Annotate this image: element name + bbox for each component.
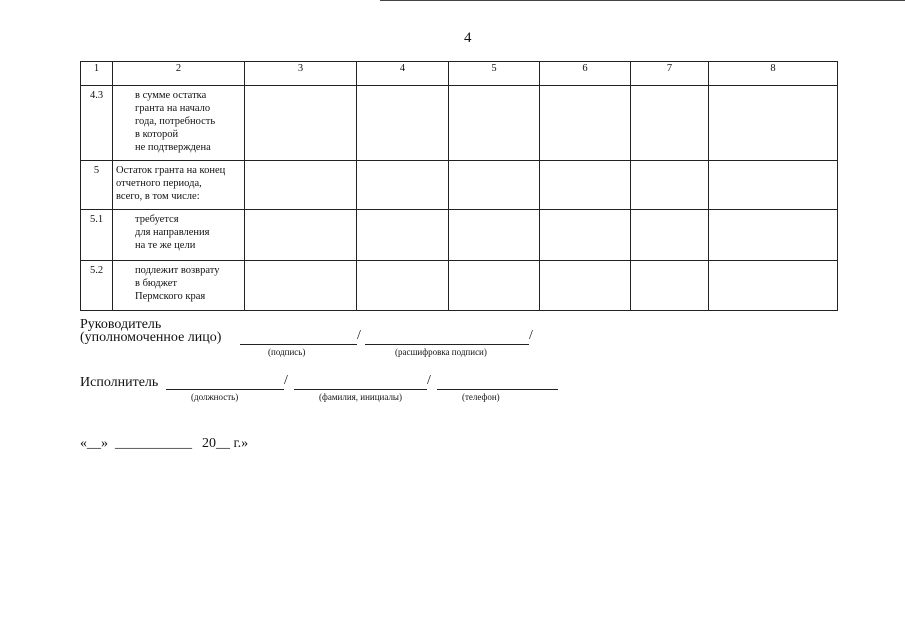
table-cell <box>449 161 540 210</box>
date-month-blank: ___________ <box>115 436 192 451</box>
executor-caption-phone: (телефон) <box>462 392 500 402</box>
executor-caption-name: (фамилия, инициалы) <box>319 392 402 402</box>
row-label-line: подлежит возврату <box>135 265 220 276</box>
head-caption-decode: (расшифровка подписи) <box>395 347 487 357</box>
table-cell <box>449 261 540 311</box>
row-label-line: не подтверждена <box>135 142 211 153</box>
table-cell <box>540 161 631 210</box>
column-header: 2 <box>113 62 245 86</box>
row-label <box>113 261 245 311</box>
table-cell <box>709 86 838 161</box>
table-cell <box>709 261 838 311</box>
row-label-line: для направления <box>135 227 210 238</box>
table-cell <box>357 261 449 311</box>
table-cell <box>357 210 449 261</box>
table-row <box>81 86 838 161</box>
row-number: 5 <box>81 161 113 210</box>
head-signature-field[interactable] <box>240 344 357 345</box>
date-day: «__» <box>80 436 108 451</box>
row-number: 5.1 <box>81 210 113 261</box>
row-label-line: Остаток гранта на конец <box>116 165 226 176</box>
row-label-line: в которой <box>135 129 179 140</box>
row-label-line: в бюджет <box>135 278 177 289</box>
head-name-decode-field[interactable] <box>365 344 529 345</box>
table-cell <box>540 261 631 311</box>
table-cell <box>631 261 709 311</box>
head-label: Руководитель <box>80 317 162 332</box>
table-cell <box>540 210 631 261</box>
row-label-line: в сумме остатка <box>135 90 207 101</box>
column-header: 7 <box>631 62 709 86</box>
table-cell <box>245 210 357 261</box>
row-label-line: на те же цели <box>135 240 196 251</box>
row-label-line: гранта на начало <box>135 103 211 114</box>
table-cell <box>357 86 449 161</box>
table-cell <box>357 161 449 210</box>
row-label-line: года, потребность <box>135 116 216 127</box>
head-separator: / <box>357 328 361 343</box>
column-header: 4 <box>357 62 449 86</box>
table-header-row <box>81 62 838 86</box>
column-header: 5 <box>449 62 540 86</box>
row-label <box>113 161 245 210</box>
table-cell <box>709 161 838 210</box>
column-header: 8 <box>709 62 838 86</box>
column-header: 3 <box>245 62 357 86</box>
table-cell <box>245 86 357 161</box>
date-year: 20__ г.» <box>202 436 249 451</box>
column-header: 1 <box>81 62 113 86</box>
executor-phone-field[interactable] <box>437 389 558 390</box>
table-cell <box>245 161 357 210</box>
column-header: 6 <box>540 62 631 86</box>
row-label <box>113 210 245 261</box>
row-number: 5.2 <box>81 261 113 311</box>
executor-separator: / <box>284 373 288 388</box>
top-edge-line <box>380 0 905 1</box>
executor-position-field[interactable] <box>166 389 284 390</box>
table-cell <box>245 261 357 311</box>
table-row <box>81 210 838 261</box>
row-label-line: всего, в том числе: <box>116 191 200 202</box>
executor-caption-position: (должность) <box>191 392 239 402</box>
table-cell <box>540 86 631 161</box>
executor-separator: / <box>427 373 431 388</box>
table-cell <box>449 210 540 261</box>
head-caption-signature: (подпись) <box>268 347 306 357</box>
table-row <box>81 161 838 210</box>
table-cell <box>449 86 540 161</box>
grant-report-table <box>80 61 838 311</box>
table-cell <box>631 210 709 261</box>
page-number: 4 <box>464 30 472 46</box>
row-label-line: отчетного периода, <box>116 178 202 189</box>
head-separator: / <box>529 328 533 343</box>
table-cell <box>709 210 838 261</box>
row-label-line: требуется <box>135 214 179 225</box>
executor-name-field[interactable] <box>294 389 427 390</box>
head-sublabel: (уполномоченное лицо) <box>80 330 222 345</box>
row-number: 4.3 <box>81 86 113 161</box>
row-label <box>113 86 245 161</box>
table-cell <box>631 86 709 161</box>
row-label-line: Пермского края <box>135 291 206 302</box>
executor-label: Исполнитель <box>80 375 159 390</box>
table-row <box>81 261 838 311</box>
table-cell <box>631 161 709 210</box>
